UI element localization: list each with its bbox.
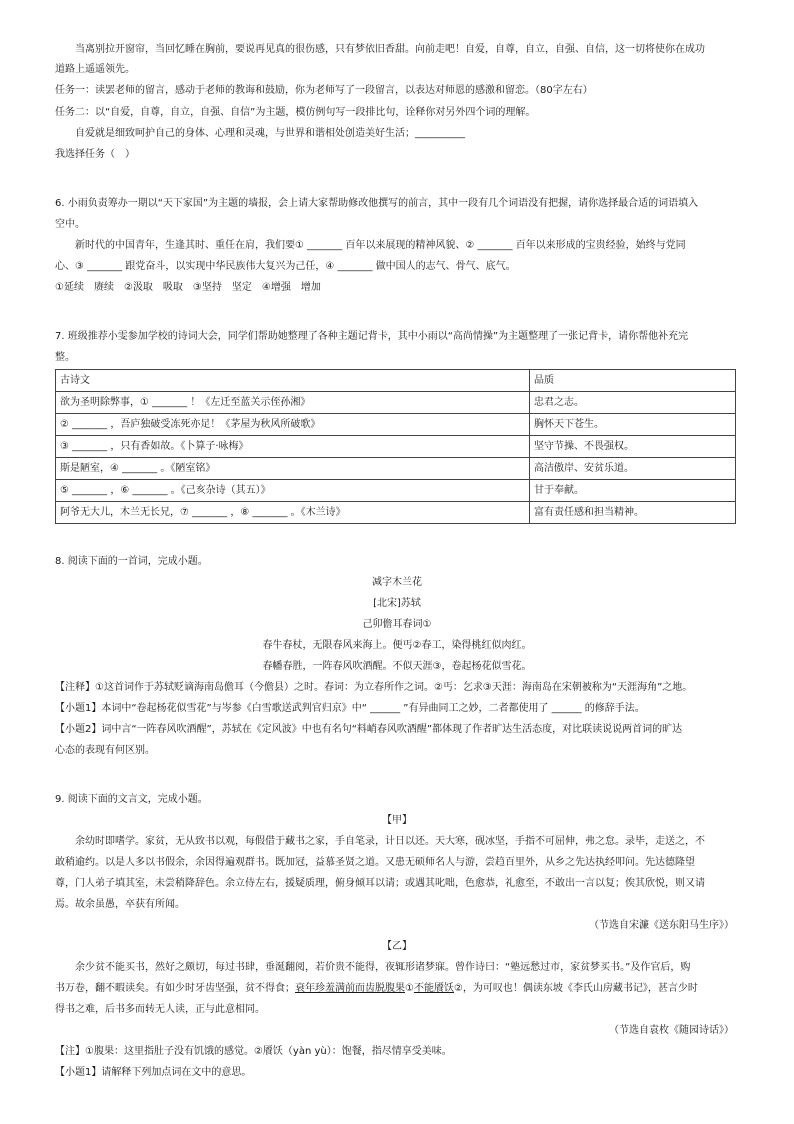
passage-jia-source: （节选自宋濂《送东阳马生序》） (589, 920, 734, 931)
q7-prompt: 7. 班级推荐小雯参加学校的诗词大会，同学们帮助她整理了各种主题记背卡，其中小雨以“高尚情操”为主题整理了一张记背卡，请你帮他补充完 (55, 331, 689, 342)
passage-yi-text: 书万卷，翻不暇读矣。有如少时牙齿坚强，贫不得食； (55, 983, 295, 994)
q6-prompt: 6. 小雨负责筹办一期以“天下家国”为主题的墙报，会上请大家帮助修改他撰写的前言，其中一段有几个词语没有把握，请你选择最合适的词语填入 (55, 198, 699, 209)
poem-verse-2: 春幡春胜，一阵春风吹酒醒。不似天涯③，卷起杨花似雪花。 (262, 661, 532, 672)
paragraph-farewell: 当离别拉开窗帘，当回忆睡在胸前，要说再见真的很伤感，只有梦依旧香甜。向前走吧！自爱，自尊，自立，自强、自信，这一切将使你在成功 (75, 44, 705, 55)
passage-yi-text: ②，为可叹也！偶读东坡《李氏山房藏书记》，甚言少时 (453, 983, 698, 994)
table-header-row (56, 370, 736, 392)
quality-cell: 忠君之志。 (530, 392, 736, 414)
paragraph-farewell-cont: 道路上遥遥领先。 (55, 64, 135, 75)
quality-cell: 甘于奉献。 (530, 480, 736, 502)
poem-title: 减字木兰花 (372, 577, 422, 588)
example-sentence: 自爱就是细致呵护自己的身体、心理和灵魂，与世界和谐相处创造美好生活；__________ (75, 128, 465, 139)
table-row (56, 480, 736, 502)
passage-jia-line: 尊，门人弟子填其室，未尝稍降辞色。余立侍左右，援疑质理，俯身倾耳以请；或遇其叱咄，色愈恭，礼愈至，不敢出一言以复；俟其欣悦，则又请 (55, 878, 705, 889)
table-row (56, 414, 736, 436)
poem-verse-1: 春牛春杖，无限春风来海上。便丐②春工，染得桃红似肉红。 (262, 640, 532, 651)
underlined-phrase: 衰年珍羞满前而齿脱腹果 (295, 983, 405, 994)
task-one: 任务一：读罢老师的留言，感动于老师的教诲和鼓励，你为老师写了一段留言，以表达对师恩的感激和留恋。（80字左右） (55, 85, 593, 96)
table-row (56, 436, 736, 458)
task-two: 任务二：以“自爱，自尊，自立，自强、自信”为主题，模仿例句写一段排比句，诠释你对另外四个词的理解。 (55, 107, 536, 118)
table-row (56, 502, 736, 524)
passage-jia-line: 敢稍逾约。以是人多以书假余，余因得遍观群书。既加冠，益慕圣贤之道。又患无硕师名人与游，尝趋百里外，从乡之先达执经叩问。先达德隆望 (55, 857, 695, 868)
poem-subtitle: 己卯儋耳春词① (362, 619, 432, 630)
q7-prompt-cont: 整。 (55, 352, 75, 363)
poem-cell: 欲为圣明除弊事，① _______ ！《左迁至蓝关示侄孙湘》 (56, 392, 530, 414)
footnote-marker: ① (405, 983, 414, 994)
q9-subquestion-1: 【小题1】请解释下列加点词在文中的意思。 (55, 1067, 252, 1078)
poem-cell: ⑤ _______ ，⑥ _______ 。《己亥杂诗（其五）》 (56, 480, 530, 502)
passage-yi-line: 余少贫不能买书，然好之颇切，每过书肆，垂涎翻阅，若价贵不能得，夜辄形诸梦寐。曾作诗曰：“塾远愁过市，家贫梦买书。”及作官后，购 (75, 962, 691, 973)
poem-cell: ③ _______ ，只有香如故。《卜算子·咏梅》 (56, 436, 530, 458)
header-quality: 品质 (530, 370, 736, 392)
q9-prompt: 9. 阅读下面的文言文，完成小题。 (55, 794, 208, 805)
q6-passage: 新时代的中国青年，生逢其时、重任在肩，我们要① _______ 百年以来展现的精神风貌、② _______ 百年以来形成的宝贵经验，始终与党同 (75, 240, 686, 251)
table-row (56, 458, 736, 480)
passage-yi-line (55, 982, 698, 996)
passage-jia-line: 焉。故余虽愚，卒获有所闻。 (55, 899, 185, 910)
q8-subquestion-1: 【小题1】本词中“卷起杨花似雪花”与岑参《白雪歌送武判官归京》中“ ______ ”有异曲同工之妙，二者都使用了 ______ 的修辞手法。 (55, 703, 645, 714)
underlined-phrase: 不能餍饫 (413, 983, 454, 994)
passage-yi-heading: 【乙】 (382, 941, 412, 952)
q6-passage-cont: 心、③ _______ 跟党奋斗，以实现中华民族伟大复兴为己任，④ _______ 做中国人的志气、骨气、底气。 (55, 261, 516, 272)
poem-author: [北宋]苏轼 (373, 598, 421, 609)
q8-annotation: 【注释】①这首词作于苏轼贬谪海南岛儋耳（今儋县）之时。春词：为立春所作之词。②丐：乞求③天涯：海南岛在宋朝被称为“天涯海角”之地。 (55, 682, 693, 693)
q8-subquestion-2: 【小题2】词中言“一阵春风吹酒醒”，苏轼在《定风波》中也有名句“料峭春风吹酒醒”都体现了作者旷达生活态度，对比联读说说两首词的旷达 (55, 724, 683, 735)
quality-cell: 坚守节操、不畏强权。 (530, 436, 736, 458)
quality-cell: 富有责任感和担当精神。 (530, 502, 736, 524)
q6-options: ①延续 赓续 ②汲取 吸取 ③坚持 坚定 ④增强 增加 (55, 282, 321, 293)
q8-subquestion-2-cont: 心态的表现有何区别。 (55, 745, 155, 756)
poetry-card-table (55, 369, 736, 524)
q8-prompt: 8. 阅读下面的一首词，完成小题。 (55, 556, 208, 567)
q9-annotation: 【注】①腹果：这里指肚子没有饥饿的感觉。②餍饫（yàn yù）：饱餐，指尽情享受美味。 (55, 1046, 452, 1057)
q6-prompt-cont: 空中。 (55, 219, 85, 230)
table-row (56, 392, 736, 414)
passage-jia-heading: 【甲】 (382, 815, 412, 826)
poem-cell: 斯是陋室，④ _______ 。《陋室铭》 (56, 458, 530, 480)
passage-yi-line: 得书之难，后书多而转无人读，正与此意相同。 (55, 1004, 265, 1015)
task-choice: 我选择任务（ ） (55, 149, 135, 160)
passage-yi-source: （节选自袁枚《随园诗话》） (609, 1025, 734, 1036)
passage-jia-line: 余幼时即嗜学。家贫，无从致书以观，每假借于藏书之家，手自笔录，计日以还。天大寒，砚冰坚，手指不可屈伸，弗之怠。录毕，走送之，不 (75, 836, 705, 847)
poem-cell: 阿爷无大儿，木兰无长兄，⑦ _______ ，⑧ _______ 。《木兰诗》 (56, 502, 530, 524)
header-poem: 古诗文 (56, 370, 530, 392)
quality-cell: 胸怀天下苍生。 (530, 414, 736, 436)
quality-cell: 高洁傲岸、安贫乐道。 (530, 458, 736, 480)
poem-cell: ② _______ ，吾庐独破受冻死亦足！《茅屋为秋风所破歌》 (56, 414, 530, 436)
